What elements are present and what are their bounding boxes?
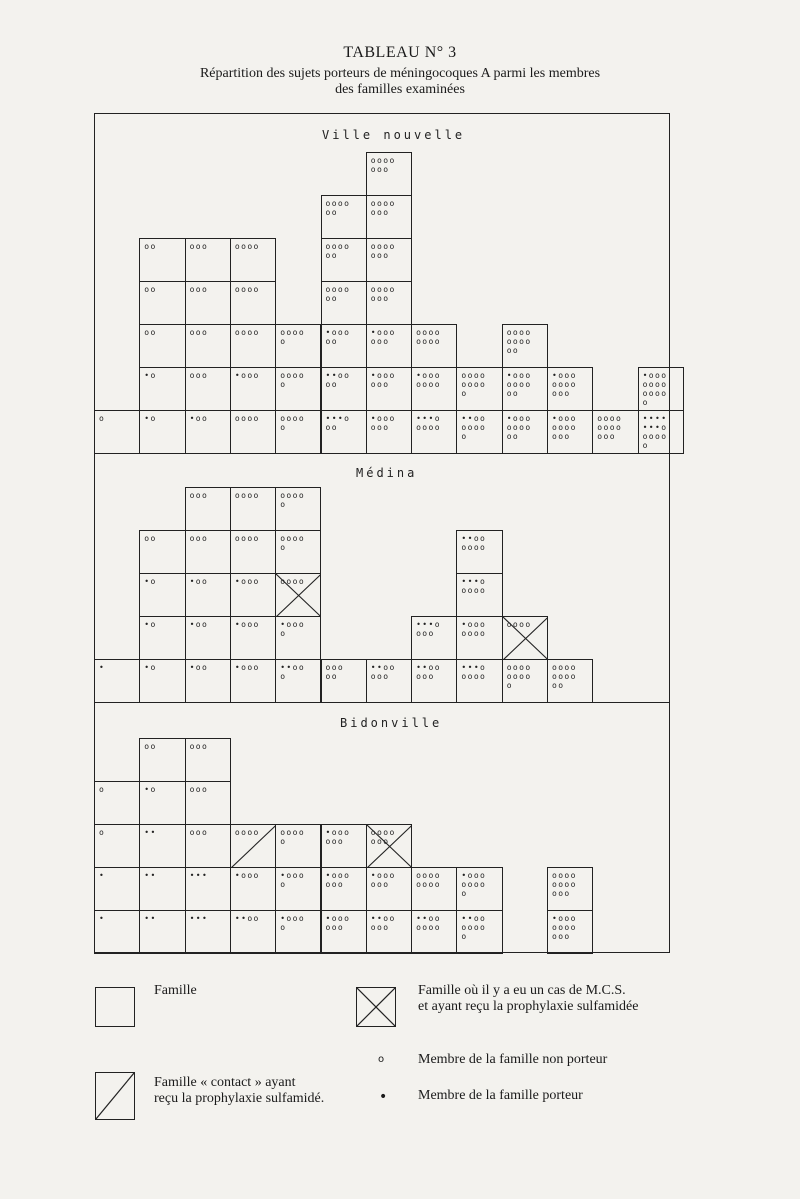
- family-members: oo: [144, 328, 157, 337]
- family-members: oooo: [234, 285, 260, 294]
- family-members: ooo: [189, 285, 209, 294]
- family-cell: [94, 659, 140, 703]
- family-members: ••oo ooo: [370, 914, 396, 932]
- family-cell: [94, 910, 140, 954]
- family-members: •••o oooo: [416, 414, 441, 432]
- family-members: oooo oooo: [416, 871, 441, 889]
- family-cell: [139, 530, 185, 574]
- family-members: •ooo: [234, 577, 260, 586]
- family-members: o: [99, 785, 106, 794]
- family-cell: [502, 324, 548, 368]
- family-cell: [275, 616, 321, 660]
- legend-non-porteur-label: Membre de la famille non porteur: [418, 1052, 608, 1067]
- family-cell: [456, 616, 502, 660]
- family-members: •ooo oooo oo: [506, 414, 532, 441]
- family-cell: [230, 487, 276, 531]
- family-members: o: [99, 414, 106, 423]
- family-cell: [366, 659, 412, 703]
- family-members: •ooo ooo: [325, 828, 351, 846]
- family-cell: [321, 195, 367, 239]
- section-title-medina: Médina: [356, 466, 418, 480]
- family-members: oooo ooo: [370, 199, 396, 217]
- family-members: ••: [144, 914, 157, 923]
- cross-icon: [503, 617, 548, 660]
- family-cell: [94, 410, 140, 454]
- family-members: oooo ooo: [370, 828, 396, 846]
- family-members: oooo oooo oo: [506, 328, 532, 355]
- family-cell: [638, 367, 684, 411]
- family-members: ••oo ooo: [370, 663, 396, 681]
- family-cell: [502, 367, 548, 411]
- family-cell: [185, 573, 231, 617]
- family-members: ooo: [189, 242, 209, 251]
- family-cell: [139, 910, 185, 954]
- family-cell: [321, 238, 367, 282]
- family-members: oo: [144, 242, 157, 251]
- family-cell: [230, 616, 276, 660]
- family-members: ••: [144, 828, 157, 837]
- family-cell: [139, 238, 185, 282]
- family-cell: [139, 738, 185, 782]
- family-members: •••o oooo: [461, 577, 487, 595]
- legend-mcs-label-1: Famille où il y a eu un cas de M.C.S.: [418, 983, 626, 998]
- family-cell: [275, 367, 321, 411]
- family-members: ooo: [189, 828, 209, 837]
- family-cell: [321, 367, 367, 411]
- family-cell: [230, 573, 276, 617]
- family-members: oooo: [280, 577, 306, 586]
- family-members: oooo: [234, 242, 260, 251]
- family-cell: [547, 867, 593, 911]
- family-cell: [185, 867, 231, 911]
- family-members: oooo o: [280, 328, 306, 346]
- family-cell: [502, 659, 548, 703]
- diagonal-icon: [96, 1073, 134, 1119]
- family-cell: [547, 910, 593, 954]
- cross-icon: [276, 574, 321, 617]
- family-members: •ooo o: [280, 620, 306, 638]
- family-cell: [638, 410, 684, 454]
- family-cell: [456, 867, 502, 911]
- family-cell: [366, 281, 412, 325]
- family-cell: [321, 281, 367, 325]
- family-members: •••• •••o oooo o: [642, 414, 668, 450]
- family-cell: [139, 324, 185, 368]
- legend-non-porteur-symbol: o: [378, 1054, 385, 1065]
- family-cell: [230, 324, 276, 368]
- family-members: oooo oooo ooo: [552, 871, 577, 898]
- family-members: •••o oooo: [461, 663, 487, 681]
- family-members: •o: [144, 371, 157, 380]
- family-cell: [275, 824, 321, 868]
- family-cell: [139, 410, 185, 454]
- family-members: ••oo: [234, 914, 260, 923]
- family-members: ••oo oooo o: [461, 914, 487, 941]
- family-cell: [94, 824, 140, 868]
- family-cell: [366, 824, 412, 868]
- family-cell: [185, 616, 231, 660]
- family-members: •ooo oooo: [416, 371, 441, 389]
- family-members: •ooo oooo ooo: [552, 914, 577, 941]
- family-members: oooo ooo: [370, 242, 396, 260]
- family-cell: [366, 238, 412, 282]
- family-members: ooo: [189, 534, 209, 543]
- family-members: oooo: [506, 620, 532, 629]
- family-members: •ooo oooo ooo: [552, 414, 577, 441]
- family-members: ••oo oooo: [461, 534, 487, 552]
- family-cell: [185, 487, 231, 531]
- family-cell: [321, 410, 367, 454]
- legend-famille-box: [95, 987, 135, 1027]
- family-members: oooo: [234, 828, 260, 837]
- family-members: •o: [144, 577, 157, 586]
- family-cell: [139, 659, 185, 703]
- family-cell: [456, 910, 502, 954]
- family-cell: [185, 410, 231, 454]
- family-members: •o: [144, 414, 157, 423]
- family-cell: [230, 410, 276, 454]
- family-members: •oo: [189, 620, 209, 629]
- family-members: •••o ooo: [416, 620, 441, 638]
- family-members: •ooo ooo: [325, 914, 351, 932]
- family-cell: [366, 195, 412, 239]
- family-cell: [411, 910, 457, 954]
- family-cell: [366, 410, 412, 454]
- family-members: •ooo: [234, 871, 260, 880]
- family-members: oooo: [234, 328, 260, 337]
- family-cell: [275, 910, 321, 954]
- family-members: •ooo: [234, 663, 260, 672]
- family-cell: [139, 867, 185, 911]
- family-members: ooo: [189, 491, 209, 500]
- family-cell: [456, 530, 502, 574]
- family-members: •ooo oooo o: [461, 871, 487, 898]
- family-members: •oo: [189, 577, 209, 586]
- family-members: •••: [189, 871, 209, 880]
- family-cell: [321, 659, 367, 703]
- family-cell: [411, 324, 457, 368]
- family-members: oooo oo: [325, 242, 351, 260]
- family-members: •oo: [189, 414, 209, 423]
- family-cell: [185, 824, 231, 868]
- family-members: •oo: [189, 663, 209, 672]
- family-members: •ooo oooo: [461, 620, 487, 638]
- family-members: •ooo: [234, 620, 260, 629]
- section-title-ville-nouvelle: Ville nouvelle: [322, 128, 466, 142]
- family-members: oo: [144, 285, 157, 294]
- family-members: ooo: [189, 742, 209, 751]
- family-members: ••oo o: [280, 663, 306, 681]
- family-members: ••oo oooo: [416, 914, 441, 932]
- legend-famille-label: Famille: [154, 983, 197, 998]
- family-cell: [139, 367, 185, 411]
- family-cell: [139, 781, 185, 825]
- family-cell: [275, 659, 321, 703]
- family-members: oooo oo: [325, 285, 351, 303]
- legend-porteur-label: Membre de la famille porteur: [418, 1088, 583, 1103]
- family-cell: [456, 367, 502, 411]
- family-cell: [321, 324, 367, 368]
- family-cell: [366, 152, 412, 196]
- family-cell: [230, 281, 276, 325]
- family-cell: [230, 867, 276, 911]
- family-cell: [185, 324, 231, 368]
- family-cell: [547, 410, 593, 454]
- family-cell: [592, 410, 638, 454]
- family-members: ooo: [189, 785, 209, 794]
- family-members: ••oo ooo: [416, 663, 441, 681]
- family-members: oooo: [234, 414, 260, 423]
- family-cell: [275, 867, 321, 911]
- family-cell: [321, 910, 367, 954]
- family-members: •: [99, 914, 106, 923]
- family-members: •ooo: [234, 371, 260, 380]
- family-cell: [230, 824, 276, 868]
- family-cell: [185, 781, 231, 825]
- legend-porteur-symbol: •: [379, 1089, 388, 1105]
- family-members: oooo o: [280, 491, 306, 509]
- family-cell: [366, 324, 412, 368]
- family-members: oooo ooo: [370, 285, 396, 303]
- family-cell: [502, 616, 548, 660]
- family-members: oooo o: [280, 414, 306, 432]
- family-cell: [139, 616, 185, 660]
- family-members: oooo o: [280, 828, 306, 846]
- family-members: oooo oo: [325, 199, 351, 217]
- cross-icon: [357, 988, 395, 1026]
- legend-mcs-label-2: et ayant reçu la prophylaxie sulfamidée: [418, 999, 639, 1014]
- family-cell: [275, 530, 321, 574]
- family-members: •••: [189, 914, 209, 923]
- family-members: •ooo ooo: [370, 328, 396, 346]
- family-cell: [185, 238, 231, 282]
- family-members: •••o oo: [325, 414, 351, 432]
- table-title: TABLEAU N° 3: [343, 44, 457, 61]
- family-members: •: [99, 871, 106, 880]
- family-members: •ooo ooo: [325, 871, 351, 889]
- family-cell: [185, 659, 231, 703]
- family-cell: [230, 910, 276, 954]
- family-cell: [275, 573, 321, 617]
- family-cell: [547, 659, 593, 703]
- family-members: ••oo oo: [325, 371, 351, 389]
- family-members: oo: [144, 742, 157, 751]
- family-cell: [321, 824, 367, 868]
- family-members: oooo o: [280, 371, 306, 389]
- family-members: oooo oooo ooo: [597, 414, 623, 441]
- family-cell: [502, 410, 548, 454]
- family-members: •ooo ooo: [370, 414, 396, 432]
- family-cell: [94, 781, 140, 825]
- family-cell: [275, 410, 321, 454]
- family-members: •ooo o: [280, 871, 306, 889]
- family-members: •o: [144, 620, 157, 629]
- family-cell: [275, 324, 321, 368]
- family-cell: [94, 867, 140, 911]
- family-members: •ooo oooo oo: [506, 371, 532, 398]
- family-cell: [185, 738, 231, 782]
- family-cell: [366, 867, 412, 911]
- family-members: ••: [144, 871, 157, 880]
- family-cell: [456, 410, 502, 454]
- family-cell: [230, 238, 276, 282]
- family-members: •o: [144, 785, 157, 794]
- family-members: •ooo oooo oooo o: [642, 371, 668, 407]
- family-cell: [321, 867, 367, 911]
- family-members: •ooo ooo: [370, 371, 396, 389]
- family-cell: [230, 530, 276, 574]
- family-members: o: [99, 828, 106, 837]
- family-members: •ooo oo: [325, 328, 351, 346]
- family-cell: [456, 659, 502, 703]
- family-cell: [185, 530, 231, 574]
- family-members: •ooo o: [280, 914, 306, 932]
- family-cell: [230, 367, 276, 411]
- family-members: oooo oooo: [416, 328, 441, 346]
- family-members: ••oo oooo o: [461, 414, 487, 441]
- family-members: oooo o: [280, 534, 306, 552]
- family-cell: [139, 824, 185, 868]
- family-members: oooo: [234, 491, 260, 500]
- family-cell: [411, 616, 457, 660]
- family-members: •ooo oooo ooo: [552, 371, 577, 398]
- family-members: oooo: [234, 534, 260, 543]
- family-cell: [185, 367, 231, 411]
- family-members: oooo oooo o: [461, 371, 487, 398]
- family-cell: [411, 867, 457, 911]
- family-members: •: [99, 663, 106, 672]
- family-cell: [366, 910, 412, 954]
- family-cell: [411, 367, 457, 411]
- family-cell: [456, 573, 502, 617]
- family-cell: [139, 281, 185, 325]
- legend-contact-label-1: Famille « contact » ayant: [154, 1075, 296, 1090]
- family-members: oo: [144, 534, 157, 543]
- family-members: ooo: [189, 371, 209, 380]
- family-members: oooo ooo: [370, 156, 396, 174]
- legend-contact-box: [95, 1072, 135, 1120]
- section-title-bidonville: Bidonville: [340, 716, 443, 730]
- legend-mcs-box: [356, 987, 396, 1027]
- family-members: oooo oooo o: [506, 663, 532, 690]
- family-cell: [366, 367, 412, 411]
- family-cell: [547, 367, 593, 411]
- table-subtitle-line2: des familles examinées: [335, 82, 465, 97]
- family-members: •o: [144, 663, 157, 672]
- family-cell: [139, 573, 185, 617]
- family-cell: [185, 281, 231, 325]
- family-cell: [411, 659, 457, 703]
- family-members: oooo oooo oo: [552, 663, 577, 690]
- diagonal-icon: [231, 825, 276, 868]
- family-cell: [230, 659, 276, 703]
- cross-icon: [367, 825, 412, 868]
- family-members: •ooo ooo: [370, 871, 396, 889]
- family-cell: [185, 910, 231, 954]
- table-subtitle-line1: Répartition des sujets porteurs de méningocoques A parmi les membres: [199, 66, 601, 81]
- family-members: ooo: [189, 328, 209, 337]
- family-members: ooo oo: [325, 663, 345, 681]
- legend-contact-label-2: reçu la prophylaxie sulfamidé.: [154, 1091, 325, 1106]
- family-cell: [275, 487, 321, 531]
- family-cell: [411, 410, 457, 454]
